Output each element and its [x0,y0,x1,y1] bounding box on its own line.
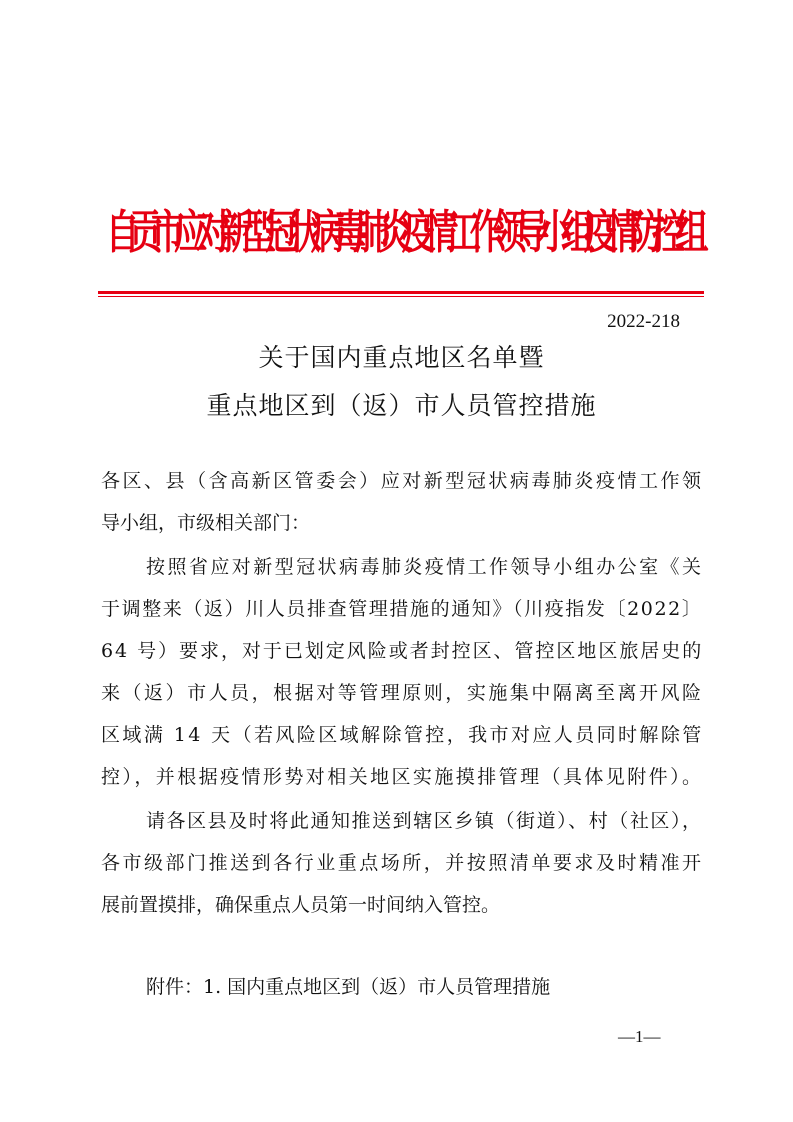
paragraph-1-line-1: 按照省应对新型冠状病毒肺炎疫情工作领导小组办公室《关 [146,556,704,578]
attachment-line: 附件：1. 国内重点地区到（返）市人员管理措施 [146,976,551,998]
document-title-line-2: 重点地区到（返）市人员管控措施 [206,391,597,420]
paragraph-1-line-3: 64 号）要求，对于已划定风险或者封控区、管控区地区旅居史的 [101,640,704,662]
document-title-line-1: 关于国内重点地区名单暨 [258,343,545,372]
paragraph-2-line-1: 请各区县及时将此通知推送到辖区乡镇（街道）、村（社区）， [146,810,703,832]
masthead-rule-thin [98,296,704,297]
paragraph-1-line-2: 于调整来（返）川人员排查管理措施的通知》（川疫指发〔2022〕 [101,598,703,620]
paragraph-1-line-5: 区域满 14 天（若风险区域解除管控，我市对应人员同时解除管 [101,724,704,746]
paragraph-2-line-3: 展前置摸排，确保重点人员第一时间纳入管控。 [101,894,501,916]
salutation-line-1: 各区、县（含高新区管委会）应对新型冠状病毒肺炎疫情工作领 [101,470,704,492]
paragraph-1-line-6: 控），并根据疫情形势对相关地区实施摸排管理（具体见附件）。 [101,766,704,788]
masthead-rule-thick [98,291,704,294]
salutation-line-2: 导小组，市级相关部门： [101,512,311,534]
issuer-masthead: 自贡市应对新型冠状病毒肺炎疫情工作领导小组疫情防控组 [105,206,698,260]
page-number: —1— [618,1027,661,1046]
paragraph-2-line-2: 各市级部门推送到各行业重点场所，并按照清单要求及时精准开 [101,852,704,874]
paragraph-1-line-4: 来（返）市人员，根据对等管理原则，实施集中隔离至离开风险 [101,682,704,704]
doc-number: 2022-218 [607,311,680,332]
